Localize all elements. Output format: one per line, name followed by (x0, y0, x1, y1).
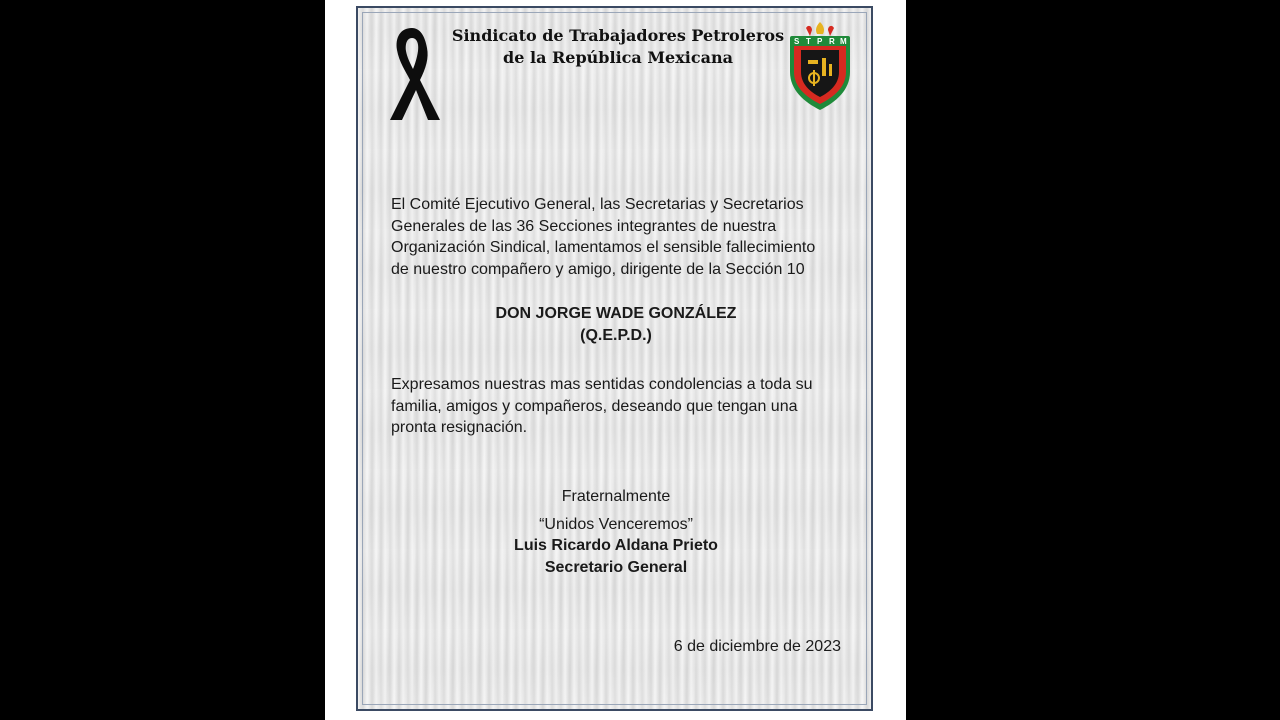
logo-letter-s: S (794, 37, 800, 46)
document-date: 6 de diciembre de 2023 (673, 638, 841, 655)
signer-name: Luis Ricardo Aldana Prieto (514, 537, 718, 554)
paragraph1-line4: de nuestro compañero y amigo, dirigente de la Sección 10 (391, 260, 805, 278)
closing-block (391, 483, 841, 539)
paragraph1-line3: Organización Sindical, lamentamos el sensible fallecimiento (391, 239, 816, 256)
logo-letter-m: M (840, 37, 847, 46)
logo-letter-r: R (829, 37, 835, 46)
paragraph1-line1: El Comité Ejecutivo General, las Secretarias y Secretarios (391, 196, 804, 213)
deceased-qepd: (Q.E.P.D.) (580, 327, 652, 344)
union-name-line1: Sindicato de Trabajadores Petroleros (451, 26, 785, 45)
closing-fraternal: Fraternalmente (561, 488, 671, 505)
logo-letter-t: T (806, 37, 811, 46)
document-page (325, 0, 906, 720)
paragraph2-line1: Expresamos nuestras mas sentidas condolencias a toda su (391, 376, 813, 393)
condolence-notice (356, 6, 873, 711)
signature-block (391, 535, 841, 579)
closing-motto: “Unidos Venceremos” (539, 516, 693, 533)
deceased-block (391, 303, 841, 347)
paragraph2-line2: familia, amigos y compañeros, deseando que tengan una (391, 397, 798, 415)
paragraph-announcement (391, 194, 841, 280)
stprm-shield-logo (784, 20, 856, 112)
paragraph2-line3: pronta resignación. (391, 419, 528, 436)
signer-title: Secretario General (544, 559, 688, 576)
paragraph-condolences (391, 374, 841, 439)
logo-letter-p: P (817, 37, 823, 46)
deceased-name: DON JORGE WADE GONZÁLEZ (495, 305, 737, 322)
paragraph1-line2: Generales de las 36 Secciones integrantes de nuestra (391, 217, 777, 235)
union-name-line2: de la República Mexicana (503, 48, 733, 67)
union-header (418, 25, 818, 69)
